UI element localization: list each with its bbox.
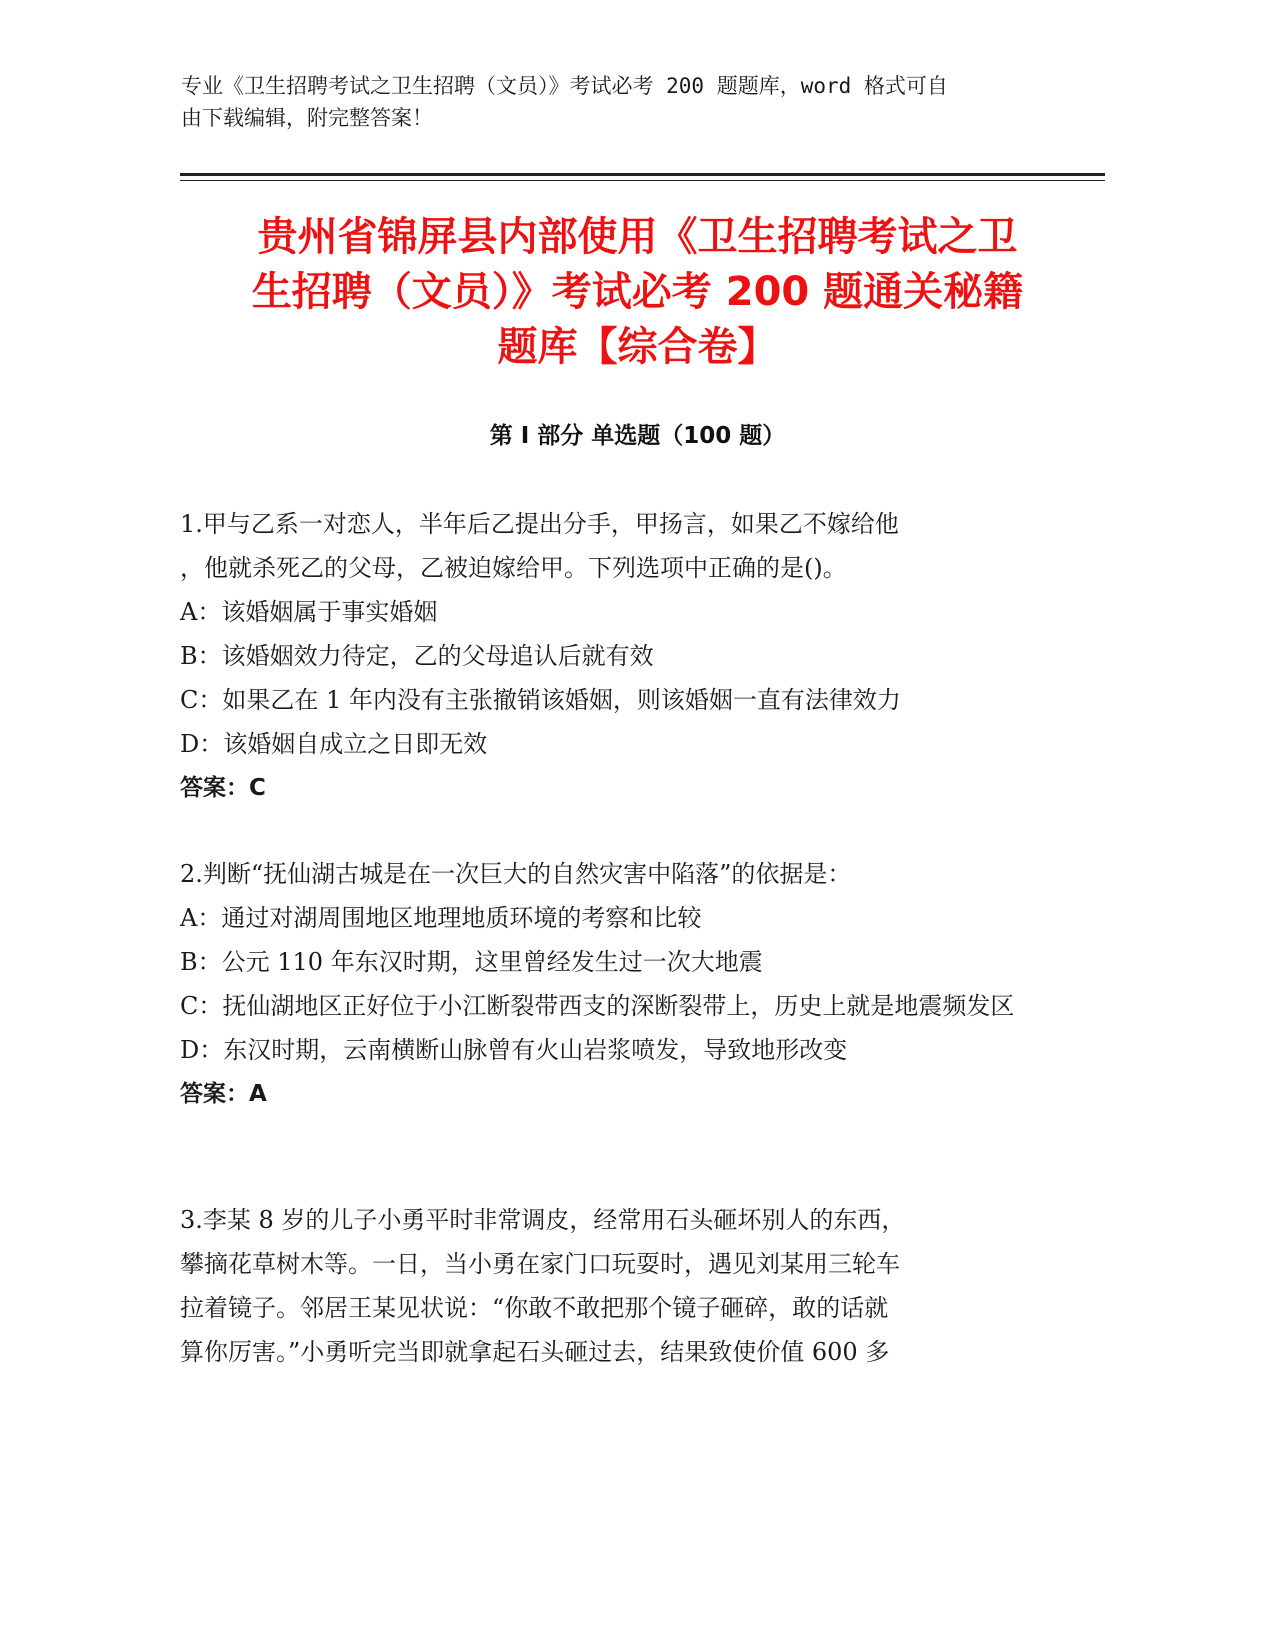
question-3 (180, 1198, 1030, 1374)
header-note-line: 由下载编辑，附完整答案！ (181, 106, 433, 130)
question-stem-line: 拉着镜子。邻居王某见状说：“你敢不敢把那个镜子砸碎，敢的话就 (180, 1294, 889, 1322)
header-divider-thin (180, 180, 1105, 181)
title-line: 题库【综合卷】 (497, 324, 778, 370)
question-1 (180, 502, 1030, 810)
question-stem-line: 3.李某 8 岁的儿子小勇平时非常调皮，经常用石头砸坏别人的东西， (180, 1206, 906, 1234)
title-line: 生招聘（文员）》考试必考 200 题通关秘籍 (251, 269, 1024, 315)
document-title (180, 210, 1095, 375)
question-stem-line: 攀摘花草树木等。一日，当小勇在家门口玩耍时，遇见刘某用三轮车 (180, 1250, 900, 1278)
question-stem-line: ，他就杀死乙的父母，乙被迫嫁给甲。下列选项中正确的是()。 (180, 554, 847, 582)
question-stem-line: 1.甲与乙系一对恋人，半年后乙提出分手，甲扬言，如果乙不嫁给他 (180, 510, 899, 538)
question-stem-line: 2.判断“抚仙湖古城是在一次巨大的自然灾害中陷落”的依据是： (180, 860, 852, 888)
option-a: A：通过对湖周围地区地理地质环境的考察和比较 (180, 904, 702, 932)
option-d: D：该婚姻自成立之日即无效 (180, 730, 488, 758)
title-line: 贵州省锦屏县内部使用《卫生招聘考试之卫 (257, 214, 1018, 260)
answer-label: 答案：A (180, 1081, 267, 1107)
option-c: C：如果乙在 1 年内没有主张撤销该婚姻，则该婚姻一直有法律效力 (180, 686, 901, 714)
option-a: A：该婚姻属于事实婚姻 (180, 598, 438, 626)
header-note (181, 70, 1061, 134)
section-heading: 第 I 部分 单选题（100 题） (489, 423, 786, 449)
option-b: B：公元 110 年东汉时期，这里曾经发生过一次大地震 (180, 948, 763, 976)
answer-label: 答案：C (180, 775, 266, 801)
header-note-line: 专业《卫生招聘考试之卫生招聘（文员）》考试必考 200 题题库，word 格式可自 (181, 74, 948, 98)
question-stem-line: 算你厉害。”小勇听完当即就拿起石头砸过去，结果致使价值 600 多 (180, 1338, 890, 1366)
option-b: B：该婚姻效力待定，乙的父母追认后就有效 (180, 642, 654, 670)
question-2 (180, 852, 1030, 1116)
option-c: C：抚仙湖地区正好位于小江断裂带西支的深断裂带上，历史上就是地震频发区 (180, 992, 1015, 1020)
option-d: D：东汉时期，云南横断山脉曾有火山岩浆喷发，导致地形改变 (180, 1036, 848, 1064)
header-divider-thick (180, 173, 1105, 176)
